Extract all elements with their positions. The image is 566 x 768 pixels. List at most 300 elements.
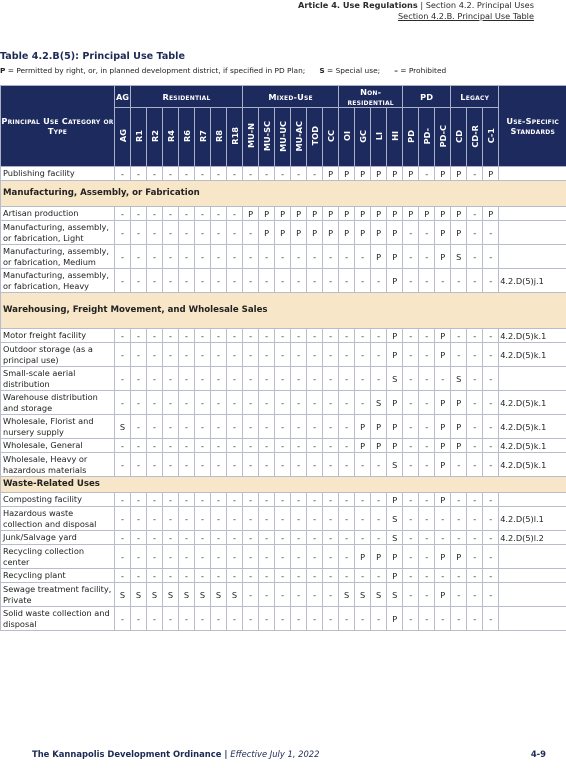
permission-cell: - bbox=[131, 207, 147, 221]
permission-cell: - bbox=[467, 507, 483, 531]
permission-cell: - bbox=[307, 493, 323, 507]
use-specific-standard bbox=[499, 607, 566, 631]
permission-cell: - bbox=[131, 493, 147, 507]
permission-cell: - bbox=[403, 493, 419, 507]
permission-cell: P bbox=[483, 207, 499, 221]
permission-cell: S bbox=[355, 583, 371, 607]
permission-cell: - bbox=[291, 167, 307, 181]
permission-cell: - bbox=[419, 507, 435, 531]
principal-use-table bbox=[0, 85, 566, 631]
permission-cell: - bbox=[131, 569, 147, 583]
permission-cell: - bbox=[275, 343, 291, 367]
permission-cell: - bbox=[227, 507, 243, 531]
permission-cell: - bbox=[163, 531, 179, 545]
table-row bbox=[1, 269, 566, 293]
permission-cell: - bbox=[467, 583, 483, 607]
permission-cell: - bbox=[403, 269, 419, 293]
permission-cell: - bbox=[243, 507, 259, 531]
use-specific-standard: 4.2.D(5)k.1 bbox=[499, 343, 566, 367]
district-header-label: OI bbox=[341, 130, 352, 141]
group-header-residential: Residential bbox=[131, 86, 243, 108]
permission-cell: P bbox=[387, 493, 403, 507]
use-name: Solid waste collection and disposal bbox=[1, 607, 115, 631]
permission-cell: - bbox=[371, 493, 387, 507]
permission-cell: P bbox=[259, 207, 275, 221]
permission-cell: - bbox=[115, 367, 131, 391]
permission-cell: - bbox=[483, 507, 499, 531]
use-specific-standard bbox=[499, 569, 566, 583]
permission-cell: - bbox=[131, 531, 147, 545]
table-row bbox=[1, 343, 566, 367]
permission-cell: - bbox=[435, 531, 451, 545]
permission-cell: - bbox=[435, 269, 451, 293]
permission-cell: - bbox=[195, 607, 211, 631]
use-specific-standard bbox=[499, 367, 566, 391]
permission-cell: - bbox=[195, 343, 211, 367]
permission-cell: - bbox=[467, 207, 483, 221]
permission-cell: - bbox=[131, 415, 147, 439]
permission-cell: - bbox=[131, 245, 147, 269]
district-header-label: AG bbox=[117, 129, 128, 143]
permission-cell: - bbox=[179, 221, 195, 245]
permission-cell: - bbox=[147, 569, 163, 583]
permission-cell: - bbox=[243, 439, 259, 453]
permission-cell: - bbox=[243, 415, 259, 439]
permission-cell: - bbox=[211, 531, 227, 545]
permission-cell: P bbox=[435, 245, 451, 269]
permission-cell: - bbox=[451, 507, 467, 531]
permission-cell: - bbox=[179, 167, 195, 181]
permission-cell: - bbox=[131, 545, 147, 569]
running-header: Article 4. Use Regulations | Section 4.2. Principal Uses Section 4.2.B. Principal Use Table bbox=[298, 0, 534, 21]
permission-cell: - bbox=[211, 507, 227, 531]
header-article: Article 4. Use Regulations bbox=[298, 0, 418, 10]
permission-cell: - bbox=[211, 343, 227, 367]
permission-cell: - bbox=[243, 453, 259, 477]
permission-cell: P bbox=[371, 221, 387, 245]
permission-cell: - bbox=[227, 569, 243, 583]
permission-cell: - bbox=[483, 415, 499, 439]
permission-cell: - bbox=[131, 343, 147, 367]
permission-cell: - bbox=[467, 493, 483, 507]
permission-cell: P bbox=[451, 391, 467, 415]
permission-cell: - bbox=[179, 607, 195, 631]
permission-cell: - bbox=[211, 245, 227, 269]
legend-dash-text: = Prohibited bbox=[397, 66, 447, 75]
use-specific-standard bbox=[499, 207, 566, 221]
use-specific-standard: 4.2.D(5)l.1 bbox=[499, 507, 566, 531]
permission-cell: P bbox=[291, 221, 307, 245]
permission-cell: - bbox=[467, 453, 483, 477]
group-header-legacy: Legacy bbox=[451, 86, 499, 108]
permission-cell: P bbox=[435, 221, 451, 245]
permission-cell: - bbox=[403, 343, 419, 367]
permission-cell: - bbox=[371, 329, 387, 343]
permission-cell: - bbox=[291, 507, 307, 531]
permission-cell: - bbox=[403, 453, 419, 477]
permission-cell: - bbox=[355, 391, 371, 415]
district-header bbox=[211, 108, 227, 167]
permission-cell: P bbox=[435, 583, 451, 607]
permission-cell: - bbox=[179, 343, 195, 367]
permission-cell: - bbox=[419, 245, 435, 269]
permission-cell: S bbox=[131, 583, 147, 607]
permission-cell: S bbox=[371, 391, 387, 415]
permission-cell: - bbox=[339, 391, 355, 415]
district-header bbox=[435, 108, 451, 167]
permission-cell: P bbox=[435, 167, 451, 181]
permission-cell: P bbox=[435, 439, 451, 453]
permission-cell: - bbox=[195, 207, 211, 221]
permission-cell: - bbox=[179, 329, 195, 343]
permission-cell: - bbox=[115, 453, 131, 477]
permission-cell: - bbox=[227, 439, 243, 453]
permission-cell: - bbox=[323, 269, 339, 293]
permission-cell: P bbox=[435, 391, 451, 415]
permission-cell: - bbox=[243, 167, 259, 181]
permission-cell: P bbox=[291, 207, 307, 221]
permission-cell: - bbox=[179, 493, 195, 507]
permission-cell: P bbox=[435, 493, 451, 507]
permission-cell: - bbox=[435, 607, 451, 631]
permission-cell: - bbox=[483, 545, 499, 569]
permission-cell: S bbox=[227, 583, 243, 607]
footer-effective: Effective July 1, 2022 bbox=[230, 749, 320, 759]
permission-cell: P bbox=[371, 415, 387, 439]
district-header-label: R18 bbox=[229, 127, 240, 145]
permission-cell: - bbox=[163, 367, 179, 391]
permission-cell: - bbox=[195, 507, 211, 531]
permission-cell: P bbox=[387, 221, 403, 245]
use-name: Small-scale aerial distribution bbox=[1, 367, 115, 391]
permission-cell: - bbox=[275, 507, 291, 531]
permission-cell: - bbox=[419, 531, 435, 545]
permission-cell: - bbox=[179, 207, 195, 221]
permission-cell: - bbox=[243, 221, 259, 245]
permission-cell: - bbox=[195, 569, 211, 583]
permission-cell: - bbox=[147, 343, 163, 367]
permission-cell: - bbox=[451, 607, 467, 631]
permission-cell: - bbox=[339, 569, 355, 583]
permission-cell: - bbox=[243, 343, 259, 367]
permission-cell: - bbox=[307, 439, 323, 453]
table-row bbox=[1, 453, 566, 477]
permission-cell: - bbox=[355, 343, 371, 367]
use-specific-standard bbox=[499, 167, 566, 181]
permission-cell: - bbox=[275, 329, 291, 343]
use-name: Manufacturing, assembly, or fabrication, Medium bbox=[1, 245, 115, 269]
permission-cell: P bbox=[355, 167, 371, 181]
permission-cell: - bbox=[259, 453, 275, 477]
permission-cell: - bbox=[435, 507, 451, 531]
permission-cell: P bbox=[403, 207, 419, 221]
permission-cell: - bbox=[275, 607, 291, 631]
permission-cell: - bbox=[339, 545, 355, 569]
permission-cell: - bbox=[275, 245, 291, 269]
permission-cell: - bbox=[259, 569, 275, 583]
district-header bbox=[467, 108, 483, 167]
permission-cell: - bbox=[355, 607, 371, 631]
permission-cell: - bbox=[259, 439, 275, 453]
permission-cell: P bbox=[435, 207, 451, 221]
header-subsection: Section 4.2.B. Principal Use Table bbox=[397, 11, 534, 21]
permission-cell: - bbox=[323, 453, 339, 477]
use-name: Warehouse distribution and storage bbox=[1, 391, 115, 415]
permission-cell: P bbox=[387, 391, 403, 415]
legend-p-key: P bbox=[0, 66, 6, 75]
permission-cell: - bbox=[147, 507, 163, 531]
permission-cell: - bbox=[355, 453, 371, 477]
district-header-label: C-1 bbox=[485, 128, 496, 144]
permission-cell: - bbox=[451, 453, 467, 477]
permission-cell: - bbox=[291, 329, 307, 343]
permission-cell: - bbox=[211, 439, 227, 453]
header-section: Section 4.2. Principal Uses bbox=[425, 0, 534, 10]
permission-cell: - bbox=[323, 391, 339, 415]
permission-cell: - bbox=[419, 493, 435, 507]
permission-cell: - bbox=[195, 367, 211, 391]
permission-cell: - bbox=[403, 391, 419, 415]
district-header-label: R2 bbox=[149, 129, 160, 142]
permission-cell: - bbox=[131, 167, 147, 181]
permission-cell: - bbox=[227, 531, 243, 545]
permission-cell: - bbox=[163, 167, 179, 181]
footer-separator: | bbox=[221, 749, 231, 759]
permission-cell: - bbox=[147, 167, 163, 181]
permission-cell: - bbox=[483, 343, 499, 367]
permission-cell: - bbox=[163, 493, 179, 507]
permission-cell: - bbox=[307, 531, 323, 545]
use-specific-standard: 4.2.D(5)k.1 bbox=[499, 329, 566, 343]
permission-cell: P bbox=[403, 167, 419, 181]
section-row bbox=[1, 293, 566, 329]
district-header bbox=[323, 108, 339, 167]
permission-cell: - bbox=[307, 569, 323, 583]
permission-cell: - bbox=[211, 207, 227, 221]
permission-cell: - bbox=[403, 545, 419, 569]
permission-cell: - bbox=[467, 531, 483, 545]
district-header bbox=[291, 108, 307, 167]
permission-cell: - bbox=[243, 531, 259, 545]
permission-cell: P bbox=[483, 167, 499, 181]
permission-cell: - bbox=[291, 415, 307, 439]
section-heading: Warehousing, Freight Movement, and Wholesale Sales bbox=[1, 293, 566, 329]
permission-cell: P bbox=[387, 167, 403, 181]
permission-cell: - bbox=[307, 391, 323, 415]
permission-cell: P bbox=[355, 221, 371, 245]
permission-cell: - bbox=[259, 415, 275, 439]
district-header-label: CD bbox=[453, 129, 464, 143]
use-name: Composting facility bbox=[1, 493, 115, 507]
permission-cell: - bbox=[259, 269, 275, 293]
permission-cell: - bbox=[227, 343, 243, 367]
permission-cell: - bbox=[323, 531, 339, 545]
permission-cell: - bbox=[419, 439, 435, 453]
permission-cell: - bbox=[275, 583, 291, 607]
use-name: Manufacturing, assembly, or fabrication, Light bbox=[1, 221, 115, 245]
permission-cell: - bbox=[259, 545, 275, 569]
permission-cell: P bbox=[371, 545, 387, 569]
permission-cell: - bbox=[435, 569, 451, 583]
permission-cell: P bbox=[387, 343, 403, 367]
permission-cell: S bbox=[387, 367, 403, 391]
permission-cell: - bbox=[195, 269, 211, 293]
permission-cell: S bbox=[371, 583, 387, 607]
district-header bbox=[163, 108, 179, 167]
permission-cell: - bbox=[227, 607, 243, 631]
permission-cell: - bbox=[211, 391, 227, 415]
permission-cell: - bbox=[307, 453, 323, 477]
permission-cell: - bbox=[147, 269, 163, 293]
permission-cell: - bbox=[291, 343, 307, 367]
district-header bbox=[483, 108, 499, 167]
permission-cell: - bbox=[371, 453, 387, 477]
permission-cell: - bbox=[163, 207, 179, 221]
permission-cell: P bbox=[451, 439, 467, 453]
use-specific-standard bbox=[499, 545, 566, 569]
permission-cell: - bbox=[195, 329, 211, 343]
use-specific-standard: 4.2.D(5)j.1 bbox=[499, 269, 566, 293]
permission-cell: P bbox=[323, 167, 339, 181]
permission-cell: - bbox=[419, 269, 435, 293]
district-header bbox=[259, 108, 275, 167]
permission-cell: P bbox=[323, 221, 339, 245]
permission-cell: - bbox=[131, 269, 147, 293]
table-legend bbox=[0, 66, 446, 75]
permission-cell: - bbox=[403, 329, 419, 343]
permission-cell: - bbox=[275, 415, 291, 439]
permission-cell: - bbox=[339, 367, 355, 391]
district-header-label: R4 bbox=[165, 129, 176, 142]
permission-cell: - bbox=[211, 569, 227, 583]
permission-cell: P bbox=[451, 545, 467, 569]
permission-cell: P bbox=[275, 221, 291, 245]
district-header-label: PD-C bbox=[437, 124, 448, 148]
table-row bbox=[1, 569, 566, 583]
permission-cell: - bbox=[355, 245, 371, 269]
table-row bbox=[1, 507, 566, 531]
permission-cell: - bbox=[323, 245, 339, 269]
permission-cell: - bbox=[227, 245, 243, 269]
permission-cell: - bbox=[147, 545, 163, 569]
permission-cell: - bbox=[243, 367, 259, 391]
permission-cell: - bbox=[115, 545, 131, 569]
district-header bbox=[115, 108, 131, 167]
permission-cell: P bbox=[371, 167, 387, 181]
permission-cell: - bbox=[195, 391, 211, 415]
permission-cell: - bbox=[243, 269, 259, 293]
permission-cell: - bbox=[259, 391, 275, 415]
table-row bbox=[1, 545, 566, 569]
use-name: Wholesale, Florist and nursery supply bbox=[1, 415, 115, 439]
use-specific-standard: 4.2.D(5)l.2 bbox=[499, 531, 566, 545]
permission-cell: - bbox=[227, 493, 243, 507]
permission-cell: P bbox=[387, 607, 403, 631]
permission-cell: - bbox=[339, 329, 355, 343]
permission-cell: - bbox=[323, 507, 339, 531]
permission-cell: - bbox=[307, 343, 323, 367]
permission-cell: - bbox=[419, 221, 435, 245]
permission-cell: - bbox=[307, 415, 323, 439]
permission-cell: P bbox=[307, 221, 323, 245]
table-row bbox=[1, 607, 566, 631]
permission-cell: - bbox=[147, 415, 163, 439]
permission-cell: S bbox=[195, 583, 211, 607]
permission-cell: P bbox=[243, 207, 259, 221]
permission-cell: - bbox=[163, 415, 179, 439]
permission-cell: - bbox=[243, 569, 259, 583]
permission-cell: P bbox=[387, 207, 403, 221]
permission-cell: - bbox=[467, 343, 483, 367]
permission-cell: - bbox=[467, 329, 483, 343]
permission-cell: - bbox=[403, 583, 419, 607]
permission-cell: - bbox=[339, 531, 355, 545]
permission-cell: - bbox=[403, 221, 419, 245]
category-header: Principal Use Category or Type bbox=[1, 86, 115, 167]
district-header bbox=[195, 108, 211, 167]
footer-ordinance bbox=[32, 749, 319, 759]
group-header-pd: PD bbox=[403, 86, 451, 108]
permission-cell: - bbox=[211, 415, 227, 439]
permission-cell: - bbox=[163, 245, 179, 269]
permission-cell: - bbox=[467, 245, 483, 269]
permission-cell: P bbox=[387, 245, 403, 269]
district-header-label: R8 bbox=[213, 129, 224, 142]
table-row bbox=[1, 329, 566, 343]
district-header bbox=[147, 108, 163, 167]
permission-cell: - bbox=[483, 367, 499, 391]
permission-cell: - bbox=[291, 453, 307, 477]
permission-cell: S bbox=[387, 507, 403, 531]
permission-cell: - bbox=[467, 367, 483, 391]
district-header-label: HI bbox=[389, 131, 400, 141]
permission-cell: - bbox=[355, 269, 371, 293]
permission-cell: - bbox=[403, 367, 419, 391]
permission-cell: - bbox=[195, 167, 211, 181]
use-specific-standard bbox=[499, 583, 566, 607]
permission-cell: - bbox=[115, 607, 131, 631]
permission-cell: P bbox=[451, 415, 467, 439]
permission-cell: - bbox=[147, 453, 163, 477]
district-header-label: R6 bbox=[181, 129, 192, 142]
permission-cell: - bbox=[451, 493, 467, 507]
group-header-mixed-use: Mixed-Use bbox=[243, 86, 339, 108]
permission-cell: P bbox=[451, 207, 467, 221]
permission-cell: P bbox=[435, 343, 451, 367]
table-row bbox=[1, 391, 566, 415]
permission-cell: - bbox=[275, 545, 291, 569]
permission-cell: - bbox=[419, 343, 435, 367]
permission-cell: P bbox=[435, 545, 451, 569]
permission-cell: - bbox=[307, 245, 323, 269]
permission-cell: P bbox=[451, 167, 467, 181]
permission-cell: - bbox=[483, 221, 499, 245]
permission-cell: P bbox=[259, 221, 275, 245]
permission-cell: - bbox=[467, 269, 483, 293]
permission-cell: - bbox=[355, 569, 371, 583]
permission-cell: P bbox=[387, 439, 403, 453]
permission-cell: - bbox=[211, 269, 227, 293]
permission-cell: - bbox=[371, 507, 387, 531]
permission-cell: - bbox=[227, 545, 243, 569]
permission-cell: P bbox=[387, 269, 403, 293]
permission-cell: - bbox=[275, 439, 291, 453]
permission-cell: - bbox=[275, 391, 291, 415]
permission-cell: - bbox=[483, 607, 499, 631]
permission-cell: - bbox=[483, 439, 499, 453]
district-header-label: LI bbox=[373, 131, 384, 141]
permission-cell: - bbox=[163, 329, 179, 343]
